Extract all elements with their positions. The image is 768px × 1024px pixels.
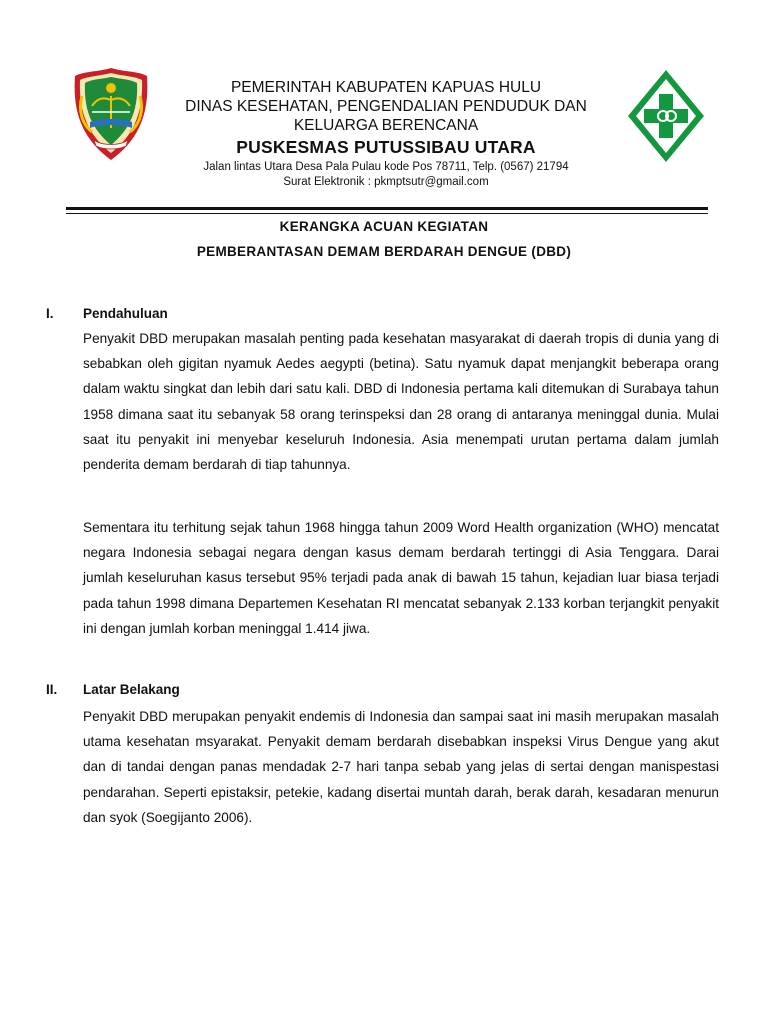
section-heading: Pendahuluan: [83, 306, 168, 321]
document-title: KERANGKA ACUAN KEGIATAN: [279, 219, 489, 234]
document-subtitle: PEMBERANTASAN DEMAM BERDARAH DENGUE (DBD): [196, 244, 572, 259]
letterhead: [160, 78, 612, 190]
paragraph: Penyakit DBD merupakan masalah penting pada kesehatan masyarakat di daerah tropis di dunia yang di sebabkan oleh gigitan nyamuk Aedes aegypti (betina). Satu nyamuk dapat menjangkit beberapa orang dalam waktu singkat dan lebih dari satu kali. DBD di Indonesia pertama kali ditemukan di Surabaya tahun 1958 dimana saat itu sebanyak 58 orang terinspeksi dan 28 orang di antaranya meninggal dunia. Mulai saat itu penyakit ini menyebar keseluruh Indonesia. Asia menempati urutan pertama dalam jumlah penderita demam berdarah di tiap tahunnya.: [83, 331, 719, 473]
paragraph: Sementara itu terhitung sejak tahun 1968 hingga tahun 2009 Word Health organization (WHO) mencatat negara Indonesia sebagai negara dengan kasus demam berdarah tertinggi di Asia Tenggara. Darai jumlah keseluruhan kasus tersebut 95% terjadi pada anak di bawah 15 tahun, kejadian luar biasa terjadi pada tahun 1998 dimana Departemen Kesehatan RI mencatat sebanyak 2.133 korban terjangkit penyakit ini dengan jumlah korban meninggal 1.414 jiwa.: [83, 520, 719, 636]
agency-name-line2: KELUARGA BERENCANA: [293, 117, 479, 134]
puskesmas-logo-icon: [626, 68, 706, 164]
address: Jalan lintas Utara Desa Pala Pulau kode Pos 78711, Telp. (0567) 21794: [203, 161, 569, 173]
agency-name-line1: DINAS KESEHATAN, PENGENDALIAN PENDUDUK DAN: [185, 98, 587, 115]
email: Surat Elektronik : pkmptsutr@gmail.com: [283, 176, 489, 188]
paragraph: Penyakit DBD merupakan penyakit endemis di Indonesia dan sampai saat ini masih merupakan masalah utama kesehatan msyarakat. Penyakit demam berdarah disebabkan inspeksi Virus Dengue yang akut dan di tandai dengan panas mendadak 2-7 hari tanpa sebab yang jelas di sertai dengan manispestasi pendarahan. Seperti epistaksir, petekie, kadang disertai muntah darah, berak darah, kesadaran menurun dan syok (Soegijanto 2006).: [83, 709, 719, 825]
regency-emblem-icon: [72, 66, 150, 162]
section-heading: Latar Belakang: [83, 682, 180, 697]
letterhead-divider-thick: [66, 207, 708, 210]
section-number: II.: [46, 682, 58, 697]
government-name: PEMERINTAH KABUPATEN KAPUAS HULU: [230, 79, 542, 96]
section-number: I.: [46, 306, 54, 321]
letterhead-divider-thin: [66, 213, 708, 214]
institution-name: PUSKESMAS PUTUSSIBAU UTARA: [236, 137, 536, 157]
